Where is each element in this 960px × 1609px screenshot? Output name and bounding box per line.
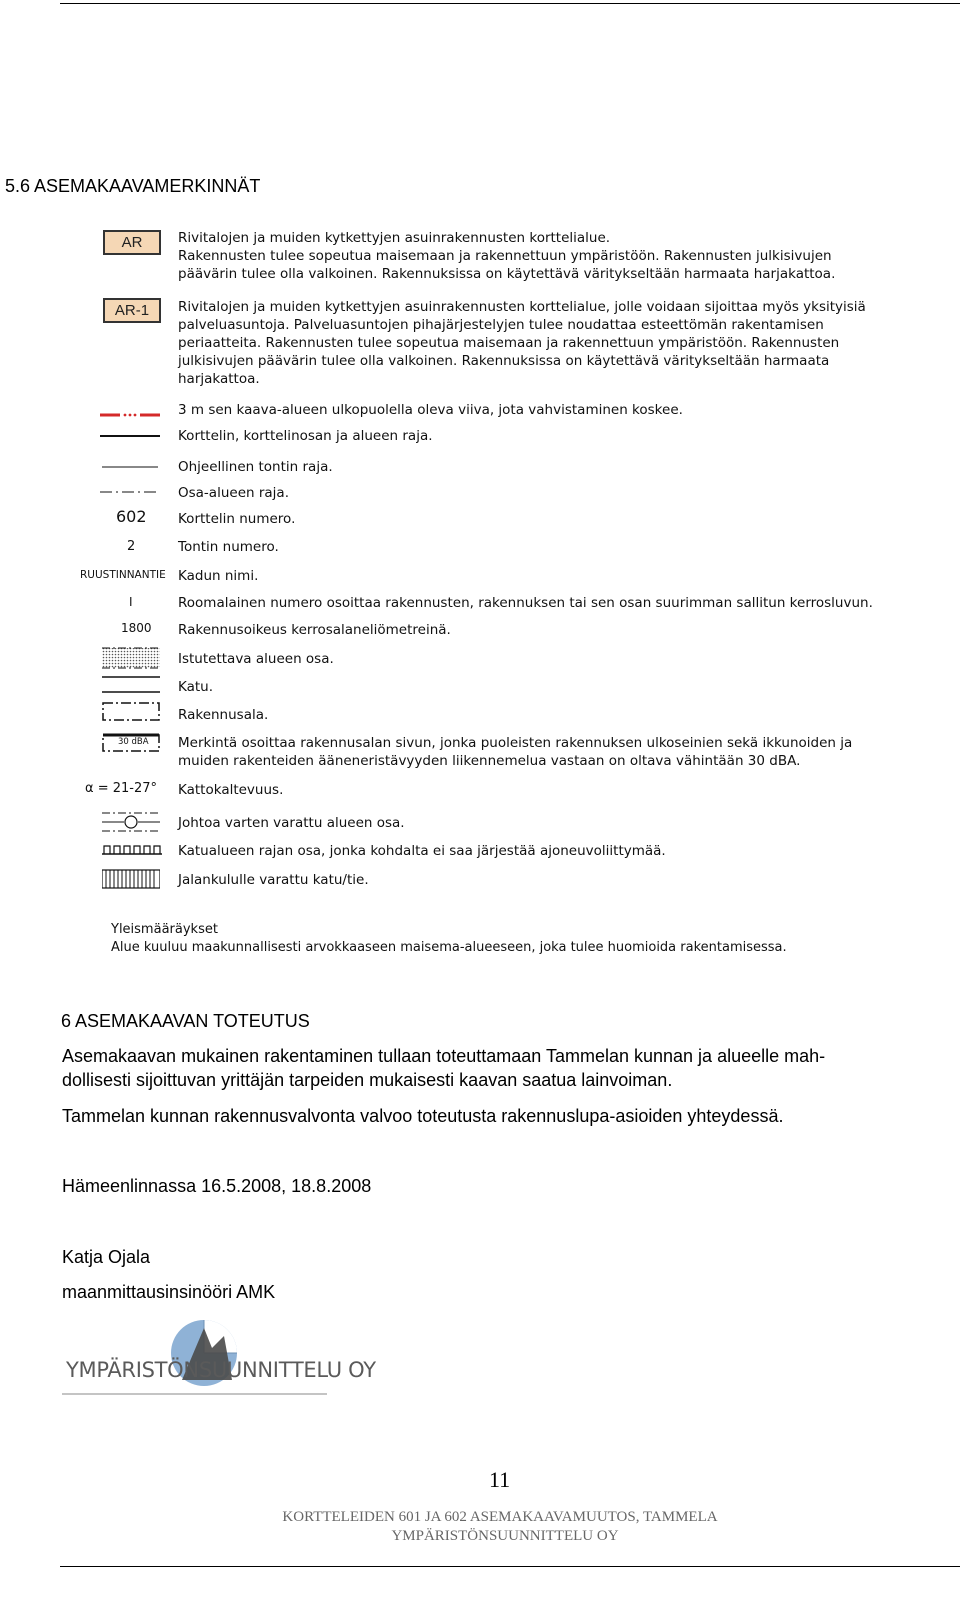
section-title: 5.6 ASEMAKAAVAMERKINNÄT xyxy=(5,176,261,196)
utility-line-symbol xyxy=(102,810,160,834)
item-katu-line-text: Katu. xyxy=(178,679,214,695)
roof-pitch-symbol: α = 21-27° xyxy=(85,781,158,796)
item-3m-text: 3 m sen kaava-alueen ulkopuolella oleva viiva, jota vahvistaminen koskee. xyxy=(178,402,683,418)
item-osa-alue-text: Osa-alueen raja. xyxy=(178,485,289,501)
subarea-boundary-symbol xyxy=(100,490,160,494)
bottom-rule xyxy=(60,1566,960,1567)
item-tontinraja-text: Ohjeellinen tontin raja. xyxy=(178,459,333,475)
planting-area-symbol xyxy=(102,647,160,669)
item-istutettava-text: Istutettava alueen osa. xyxy=(178,651,334,667)
item-rakennusoikeus-text: Rakennusoikeus kerrosalaneliömetreinä. xyxy=(178,622,451,638)
item-kortteli-num-text: Korttelin numero. xyxy=(178,511,296,527)
item-dba-line-2: muiden rakenteiden ääneneristävyyden liikennemelua vastaan on oltava vähintään 30 dBA. xyxy=(178,753,801,769)
plot-boundary-symbol xyxy=(100,465,160,469)
footer-line-2: YMPÄRISTÖNSUUNNITTELU OY xyxy=(391,1528,619,1544)
footer-line-1: KORTTELEIDEN 601 JA 602 ASEMAKAAVAMUUTOS, TAMMELA xyxy=(282,1509,718,1525)
item-tontti-num-text: Tontin numero. xyxy=(178,539,279,555)
ar1-code: AR-1 xyxy=(114,302,150,319)
roman-numeral-symbol: I xyxy=(129,595,133,609)
ar1-code-box xyxy=(103,298,161,323)
item-kortteliraja-text: Korttelin, korttelinosan ja alueen raja. xyxy=(178,428,433,444)
ar1-line-3: periaatteita. Rakennusten tulee sopeutua maisemaan ja rakennettuun ympäristöön. Rakennusten xyxy=(178,335,840,351)
street-symbol xyxy=(102,675,160,695)
street-name-symbol: RUUSTINNANTIE xyxy=(80,569,166,581)
top-rule xyxy=(60,3,960,4)
item-johto-text: Johtoa varten varattu alueen osa. xyxy=(178,815,405,831)
floor-area-symbol: 1800 xyxy=(121,621,152,635)
no-access-boundary-symbol xyxy=(102,842,162,856)
para2: Tammelan kunnan rakennusvalvonta valvoo toteutusta rakennuslupa-asioiden yhteydessä. xyxy=(62,1106,784,1126)
company-logo-text: YMPÄRISTÖNSUUNNITTELU OY xyxy=(66,1358,376,1382)
item-dba-line-1: Merkintä osoittaa rakennusalan sivun, jonka puoleisten rakennuksen ulkoseinien sekä ikkunoiden ja xyxy=(178,735,853,751)
ar-code: AR xyxy=(121,234,143,251)
item-kattokaltevuus-text: Kattokaltevuus. xyxy=(178,782,284,798)
place-date: Hämeenlinnassa 16.5.2008, 18.8.2008 xyxy=(62,1176,372,1196)
para1-line-1: Asemakaavan mukainen rakentaminen tullaan toteuttamaan Tammelan kunnan ja alueelle mah- xyxy=(62,1046,826,1066)
general-provisions-title: Yleismääräykset xyxy=(111,922,218,937)
signer-name: Katja Ojala xyxy=(62,1247,151,1267)
general-provisions-text: Alue kuuluu maakunnallisesti arvokkaaseen maisema-alueeseen, joka tulee huomioida rakentamisessa. xyxy=(111,940,787,955)
block-number-symbol: 602 xyxy=(116,507,147,526)
section2-title: 6 ASEMAKAAVAN TOTEUTUS xyxy=(61,1011,310,1031)
red-dashed-line-symbol xyxy=(100,411,160,419)
building-area-symbol xyxy=(102,702,162,722)
item-rakennusala-text: Rakennusala. xyxy=(178,707,269,723)
ar1-line-1: Rivitalojen ja muiden kytkettyjen asuinrakennusten korttelialue, jolle voidaan sijoittaa myös yksityisiä xyxy=(178,299,866,315)
ar1-line-4: julkisivujen päävärin tulee olla valkoinen. Rakennuksissa on käytettävä väritykseltään harmaata xyxy=(178,353,830,369)
ar1-line-2: palveluasuntoja. Palveluasuntojen pihajärjestelyjen tulee noudattaa esteettömän rakentamisen xyxy=(178,317,824,333)
page-number: 11 xyxy=(489,1467,511,1492)
ar-line-2: Rakennusten tulee sopeutua maisemaan ja rakennettuun ympäristöön. Rakennusten julkisivujen xyxy=(178,248,832,264)
item-roomalainen-text: Roomalainen numero osoittaa rakennusten, rakennuksen tai sen osan suurimman sallitun kerrosluvun. xyxy=(178,595,873,611)
item-katualue-text: Katualueen rajan osa, jonka kohdalta ei saa järjestää ajoneuvoliittymää. xyxy=(178,843,666,859)
plot-number-symbol: 2 xyxy=(127,539,136,554)
ar-line-1: Rivitalojen ja muiden kytkettyjen asuinrakennusten korttelialue. xyxy=(178,230,611,246)
block-boundary-symbol xyxy=(100,434,160,438)
ar1-line-5: harjakattoa. xyxy=(178,371,260,387)
pedestrian-street-symbol xyxy=(102,869,160,889)
ar-line-3: päävärin tulee olla valkoinen. Rakennuksissa on käytettävä väritykseltään harmaata harjakattoa. xyxy=(178,266,836,282)
item-katu-text: Kadun nimi. xyxy=(178,568,259,584)
signer-title: maanmittausinsinööri AMK xyxy=(62,1282,276,1302)
para1-line-2: dollisesti sijoittuvan yrittäjän tarpeiden mukaisesti kaavan saatua lainvoiman. xyxy=(62,1070,673,1090)
ar-code-box xyxy=(103,230,161,255)
noise-insulation-label: 30 dBA xyxy=(118,737,149,747)
item-jalankulku-text: Jalankululle varattu katu/tie. xyxy=(178,872,369,888)
